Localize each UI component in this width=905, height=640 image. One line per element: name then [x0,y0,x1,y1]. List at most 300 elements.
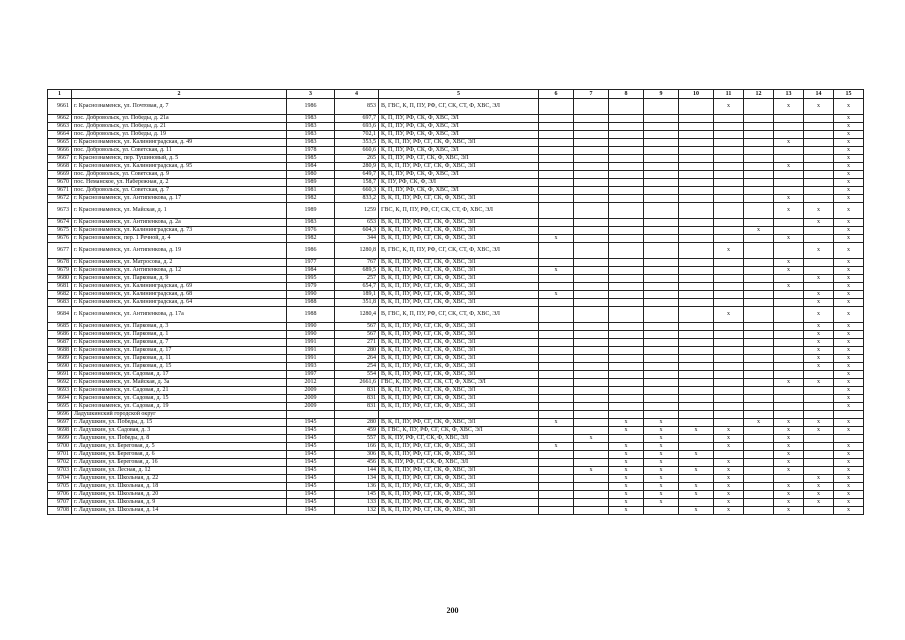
empty-cell [574,427,609,435]
empty-cell [539,123,574,131]
row-number: 9665 [48,139,72,147]
mark-cell: х [834,123,864,131]
mark-cell: х [804,307,834,323]
empty-cell [744,443,774,451]
area-cell: 158,7 [335,179,379,187]
empty-cell [714,395,744,403]
empty-cell [804,443,834,451]
table-row [48,427,864,435]
table-row [48,259,864,267]
row-number: 9691 [48,371,72,379]
mark-cell: х [834,259,864,267]
empty-cell [609,123,644,131]
mark-cell: х [679,483,714,491]
mark-cell: х [834,499,864,507]
works-cell: К, П, ПУ, РФ, СК, Ф, ХВС, ЭЛ [379,171,539,179]
mark-cell: х [834,323,864,331]
address-cell: г. Краснознаменск, ул. Калининградская, д. 73 [72,227,287,235]
empty-cell [539,387,574,395]
row-number: 9693 [48,387,72,395]
area-cell: 351,8 [335,299,379,307]
year-cell: 2009 [287,403,335,411]
empty-cell [774,363,804,371]
empty-cell [644,163,679,171]
empty-cell [539,339,574,347]
empty-cell [539,499,574,507]
mark-cell: х [774,483,804,491]
empty-cell [714,403,744,411]
empty-cell [574,299,609,307]
empty-cell [679,323,714,331]
table-row [48,235,864,243]
empty-cell [574,371,609,379]
mark-cell: х [644,459,679,467]
works-cell: В, К, П, ПУ, РФ, СГ, СК, Ф, ХВС, ЭЛ [379,467,539,475]
row-number: 9701 [48,451,72,459]
mark-cell: х [834,467,864,475]
address-cell: г. Краснознаменск, ул. Антипенкова, д. 12 [72,267,287,275]
empty-cell [644,355,679,363]
empty-cell [539,171,574,179]
empty-cell [744,259,774,267]
empty-cell [644,291,679,299]
area-cell: 136 [335,483,379,491]
empty-cell [574,339,609,347]
address-cell: г. Краснознаменск, ул. Парковая, д. 3 [72,323,287,331]
area-cell: 280 [335,419,379,427]
empty-cell [774,347,804,355]
table-row [48,419,864,427]
empty-cell [574,155,609,163]
area-cell: 280,9 [335,163,379,171]
year-cell: 1982 [287,195,335,203]
row-number: 9692 [48,379,72,387]
empty-cell [714,387,744,395]
row-number: 9706 [48,491,72,499]
empty-cell [644,411,679,419]
empty-cell [744,99,774,115]
year-cell: 2009 [287,387,335,395]
area-cell: 1280,4 [335,307,379,323]
empty-cell [539,323,574,331]
empty-cell [744,195,774,203]
mark-cell: х [774,195,804,203]
works-cell: В, К, П, ПУ, РФ, СГ, СК, Ф, ХВС, ЭЛ [379,371,539,379]
column-header: 5 [379,90,539,99]
mark-cell: х [834,179,864,187]
table-row [48,403,864,411]
area-cell: 557 [335,435,379,443]
mark-cell: х [804,483,834,491]
empty-cell [335,411,379,419]
column-header: 8 [609,90,644,99]
area-cell: 459 [335,427,379,435]
empty-cell [744,371,774,379]
address-cell: г. Ладушкин, ул. Лесная, д. 12 [72,467,287,475]
year-cell: 1997 [287,371,335,379]
mark-cell: х [744,227,774,235]
table-row [48,459,864,467]
row-number: 9667 [48,155,72,163]
empty-cell [644,331,679,339]
empty-cell [774,403,804,411]
mark-cell: х [804,475,834,483]
mark-cell: х [834,235,864,243]
mark-cell: х [609,419,644,427]
row-number: 9694 [48,395,72,403]
works-cell: В, К, П, ПУ, РФ, СГ, СК, Ф, ХВС, ЭЛ [379,507,539,515]
empty-cell [679,147,714,155]
row-number: 9674 [48,219,72,227]
empty-cell [714,451,744,459]
works-cell: В, К, П, ПУ, РФ, СГ, СК, Ф, ХВС, ЭЛ [379,483,539,491]
mark-cell: х [834,395,864,403]
mark-cell: х [804,299,834,307]
page-number: 200 [446,606,459,615]
address-cell: г. Краснознаменск, ул. Калининградская, д. 95 [72,163,287,171]
empty-cell [574,219,609,227]
empty-cell [714,323,744,331]
works-cell: В, К, П, ПУ, РФ, СГ, СК, Ф, ХВС, ЭЛ [379,163,539,171]
mark-cell: х [834,363,864,371]
mark-cell: х [834,307,864,323]
empty-cell [679,307,714,323]
year-cell: 1945 [287,491,335,499]
empty-cell [539,163,574,171]
empty-cell [574,171,609,179]
area-cell: 660,6 [335,147,379,155]
empty-cell [679,443,714,451]
empty-cell [609,171,644,179]
mark-cell: х [714,443,744,451]
row-number: 9680 [48,275,72,283]
works-cell: В, К, П, ПУ, РФ, СГ, СК, Ф, ХВС, ЭЛ [379,403,539,411]
empty-cell [774,179,804,187]
year-cell: 1945 [287,475,335,483]
area-cell: 567 [335,323,379,331]
empty-cell [679,331,714,339]
address-cell: г. Ладушкин, ул. Школьная, д. 18 [72,483,287,491]
empty-cell [574,235,609,243]
year-cell: 1981 [287,187,335,195]
empty-cell [609,115,644,123]
empty-cell [744,395,774,403]
works-cell: К, П, ПУ, РФ, СК, Ф, ХВС, ЭЛ [379,123,539,131]
year-cell: 1990 [287,291,335,299]
row-number: 9662 [48,115,72,123]
table-row [48,483,864,491]
empty-cell [714,227,744,235]
empty-cell [574,331,609,339]
empty-cell [644,403,679,411]
mark-cell: х [804,347,834,355]
empty-cell [714,155,744,163]
row-number: 9699 [48,435,72,443]
table-row [48,179,864,187]
empty-cell [714,267,744,275]
empty-cell [574,499,609,507]
empty-cell [609,99,644,115]
empty-cell [744,475,774,483]
address-cell: г. Ладушкин, ул. Школьная, д. 22 [72,475,287,483]
area-cell: 833,2 [335,195,379,203]
year-cell: 1945 [287,459,335,467]
area-cell: 1259 [335,203,379,219]
area-cell: 697,7 [335,115,379,123]
mark-cell: х [609,459,644,467]
empty-cell [574,227,609,235]
works-cell: В, К, П, ПУ, РФ, СГ, СК, Ф, ХВС, ЭЛ [379,387,539,395]
mark-cell: х [804,355,834,363]
works-cell: В, К, П, ПУ, РФ, СГ, СК, Ф, ХВС, ЭЛ [379,491,539,499]
works-cell: К, П, ПУ, РФ, СК, Ф, ХВС, ЭЛ [379,115,539,123]
address-cell: г. Краснознаменск, ул. Почтовая, д. 7 [72,99,287,115]
mark-cell: х [774,459,804,467]
empty-cell [774,227,804,235]
mark-cell: х [679,507,714,515]
empty-cell [774,155,804,163]
empty-cell [539,435,574,443]
table-row [48,387,864,395]
area-cell: 166 [335,443,379,451]
empty-cell [539,467,574,475]
year-cell: 1945 [287,443,335,451]
works-cell: В, К, ПУ, РФ, СГ, СК, Ф, ХВС, ЭЛ [379,435,539,443]
area-cell: 271 [335,339,379,347]
empty-cell [774,355,804,363]
works-cell: В, К, П, ПУ, РФ, СГ, СК, Ф, ХВС, ЭЛ [379,323,539,331]
year-cell: 1976 [287,227,335,235]
empty-cell [539,331,574,339]
row-number: 9705 [48,483,72,491]
empty-cell [744,163,774,171]
empty-cell [774,395,804,403]
empty-cell [644,307,679,323]
empty-cell [679,171,714,179]
mark-cell: х [834,379,864,387]
empty-cell [644,243,679,259]
empty-cell [714,355,744,363]
mark-cell: х [644,499,679,507]
row-number: 9670 [48,179,72,187]
address-cell: пос. Добровольск, ул. Победы, д. 21а [72,115,287,123]
area-cell: 831 [335,403,379,411]
empty-cell [804,387,834,395]
empty-cell [679,475,714,483]
table-row [48,323,864,331]
empty-cell [539,131,574,139]
mark-cell: х [834,243,864,259]
address-cell: пос. Добровольск, ул. Победы, д. 19 [72,131,287,139]
empty-cell [714,171,744,179]
empty-cell [804,155,834,163]
mark-cell: х [644,483,679,491]
mark-cell: х [774,267,804,275]
mark-cell: х [804,363,834,371]
empty-cell [574,403,609,411]
mark-cell: х [774,499,804,507]
table-row [48,491,864,499]
empty-cell [539,475,574,483]
empty-cell [574,275,609,283]
works-cell: В, К, П, ПУ, РФ, СГ, СК, Ф, ХВС, ЭЛ [379,347,539,355]
mark-cell: х [609,507,644,515]
address-cell: г. Краснознаменск, ул. Садовая, д. 21 [72,387,287,395]
empty-cell [774,243,804,259]
row-number: 9704 [48,475,72,483]
area-cell: 254 [335,363,379,371]
area-cell: 653 [335,219,379,227]
works-cell: В, К, П, ПУ, РФ, СГ, СК, Ф, ХВС, ЭЛ [379,219,539,227]
empty-cell [744,507,774,515]
empty-cell [679,155,714,163]
empty-cell [744,355,774,363]
empty-cell [679,187,714,195]
empty-cell [539,483,574,491]
address-cell: г. Ладушкин, ул. Победы, д. 8 [72,435,287,443]
mark-cell: х [774,451,804,459]
address-cell: г. Краснознаменск, ул. Калининградская, д. 68 [72,291,287,299]
area-cell: 649,7 [335,171,379,179]
year-cell: 1983 [287,115,335,123]
empty-cell [644,299,679,307]
empty-cell [679,339,714,347]
year-cell: 1983 [287,219,335,227]
works-cell: В, ГВС, К, П, ПУ, РФ, СГ, СК, СТ, Ф, ХВС, ЭЛ [379,243,539,259]
empty-cell [804,131,834,139]
empty-cell [804,411,834,419]
empty-cell [609,347,644,355]
year-cell: 1983 [287,139,335,147]
works-cell: В, К, П, ПУ, РФ, СГ, СК, Ф, ХВС, ЭЛ [379,331,539,339]
year-cell: 1993 [287,363,335,371]
works-cell: К, П, ПУ, РФ, СК, Ф, ХВС, ЭЛ [379,147,539,155]
empty-cell [644,363,679,371]
table-row [48,283,864,291]
empty-cell [574,267,609,275]
column-header: 2 [72,90,287,99]
area-cell: 306 [335,451,379,459]
empty-cell [539,395,574,403]
address-cell: г. Ладушкин, ул. Победы, д. 15 [72,419,287,427]
empty-cell [574,411,609,419]
works-cell: В, К, П, ПУ, РФ, СГ, СК, Ф, ХВС, ЭЛ [379,363,539,371]
mark-cell: х [834,483,864,491]
works-cell: К, П, ПУ, РФ, СК, Ф, ХВС, ЭЛ [379,131,539,139]
year-cell: 2009 [287,395,335,403]
empty-cell [774,219,804,227]
empty-cell [609,283,644,291]
empty-cell [679,115,714,123]
empty-cell [609,275,644,283]
mark-cell: х [644,451,679,459]
empty-cell [744,123,774,131]
empty-cell [644,507,679,515]
mark-cell: х [609,467,644,475]
empty-cell [774,131,804,139]
area-cell: 132 [335,507,379,515]
year-cell: 1945 [287,427,335,435]
empty-cell [644,395,679,403]
empty-cell [714,235,744,243]
mark-cell: х [679,427,714,435]
empty-cell [679,275,714,283]
address-cell: г. Краснознаменск, ул. Парковая, д. 15 [72,363,287,371]
empty-cell [744,203,774,219]
empty-cell [644,139,679,147]
empty-cell [539,195,574,203]
empty-cell [714,163,744,171]
empty-cell [744,379,774,387]
empty-cell [679,227,714,235]
row-number: 9688 [48,347,72,355]
empty-cell [644,259,679,267]
works-cell: В, К, П, ПУ, РФ, СГ, СК, Ф, ХВС, ЭЛ [379,355,539,363]
empty-cell [679,267,714,275]
mark-cell: х [834,403,864,411]
area-cell: 660,3 [335,187,379,195]
works-cell: В, ГВС, К, П, ПУ, РФ, СГ, СК, СТ, Ф, ХВС, ЭЛ [379,307,539,323]
empty-cell [679,243,714,259]
year-cell: 1989 [287,179,335,187]
empty-cell [744,291,774,299]
empty-cell [679,499,714,507]
table-row [48,507,864,515]
empty-cell [714,331,744,339]
mark-cell: х [834,139,864,147]
address-cell: г. Ладушкин, ул. Береговая, д. 6 [72,451,287,459]
empty-cell [714,195,744,203]
works-cell: ГВС, К, П, ПУ, РФ, СГ, СК, СТ, Ф, ХВС, ЭЛ [379,203,539,219]
table-row [48,435,864,443]
row-number: 9690 [48,363,72,371]
empty-cell [744,347,774,355]
empty-cell [644,275,679,283]
empty-cell [714,299,744,307]
empty-cell [539,275,574,283]
table-row [48,155,864,163]
empty-cell [679,299,714,307]
empty-cell [744,115,774,123]
empty-cell [804,195,834,203]
year-cell: 1945 [287,419,335,427]
empty-cell [644,115,679,123]
row-number: 9664 [48,131,72,139]
row-number: 9668 [48,163,72,171]
area-cell: 134 [335,475,379,483]
empty-cell [644,187,679,195]
row-number: 9686 [48,331,72,339]
empty-cell [574,323,609,331]
empty-cell [609,371,644,379]
empty-cell [539,259,574,267]
empty-cell [744,499,774,507]
empty-cell [774,275,804,283]
mark-cell: х [834,99,864,115]
empty-cell [644,123,679,131]
mark-cell: х [834,275,864,283]
empty-cell [834,411,864,419]
empty-cell [804,139,834,147]
empty-cell [644,195,679,203]
empty-cell [679,179,714,187]
mark-cell: х [834,451,864,459]
empty-cell [644,387,679,395]
mark-cell: х [679,451,714,459]
year-cell: 1983 [287,131,335,139]
empty-cell [574,131,609,139]
empty-cell [539,99,574,115]
